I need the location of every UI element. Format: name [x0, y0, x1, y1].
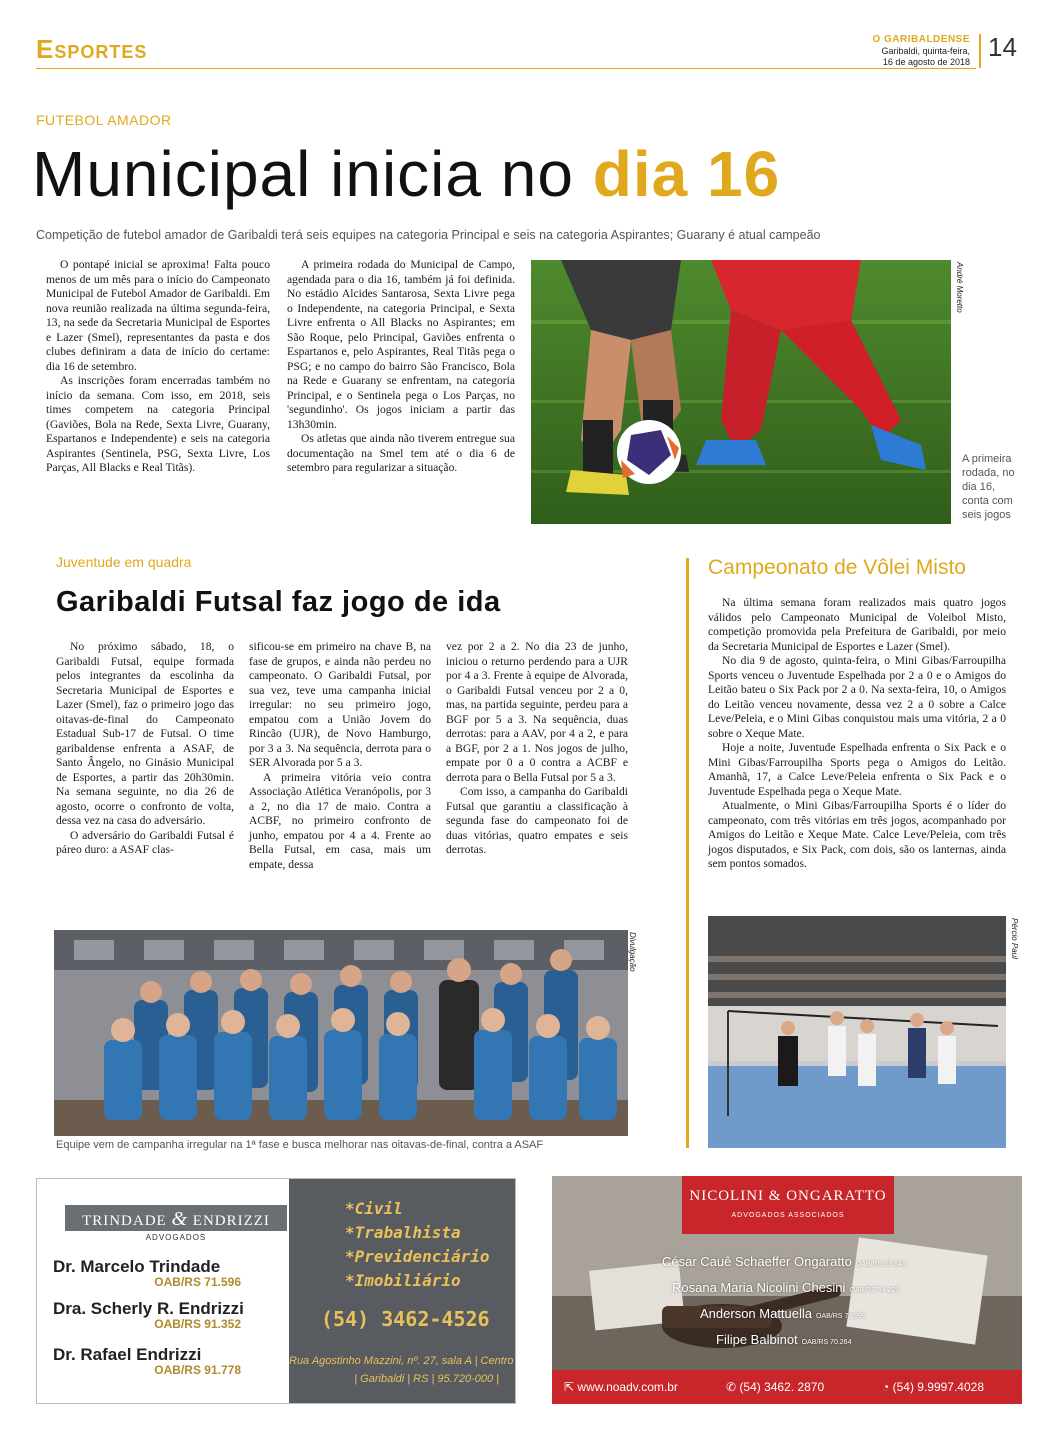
lawyer-entry: César Cauê Schaeffer Ongaratto OAB/RS 53.943 [662, 1254, 906, 1269]
phone-icon: ✆ [726, 1380, 737, 1394]
header-rule [36, 68, 976, 69]
ad-contact-bar [552, 1370, 1022, 1404]
paragraph: Atualmente, o Mini Gibas/Farroupilha Sports é o líder do campeonato, com três vitórias em três jogos, acompanhado por Amigos do Leitão e Xeque Mate. Calce Leve/Peleia, com três jogos disputados, e Six Pack, com dois, são os lanternas, ainda sem pontos somados. [708, 799, 1006, 870]
page-number: 14 [988, 32, 1017, 62]
futsal-column-2 [249, 640, 431, 872]
paragraph: O adversário do Garibaldi Futsal é páreo duro: a ASAF clas- [56, 828, 234, 856]
main-headline-highlight: dia 16 [592, 138, 781, 210]
ad-trindade-endrizzi[interactable] [36, 1178, 516, 1404]
main-subhead: Competição de futebol amador de Garibaldi terá seis equipes na categoria Principal e seis na categoria Aspirantes; Guarany é atual campeão [36, 228, 821, 242]
paragraph: As inscrições foram encerradas também no início da semana. Com isso, em 2018, seis times competem na categoria Principal (Gaviões, Bola na Rede, Sexta Livre, Guarany, Espartanos e Independente) e seis na categoria Aspirantes (Sentinela, PSG, Sexta Livre, Los Parças, All Blacks e Real Titãs). [46, 374, 270, 474]
lawyer-oab: OAB/RS 71.596 [154, 1275, 241, 1289]
paragraph: No dia 9 de agosto, quinta-feira, o Mini Gibas/Farroupilha Sports venceu o Juventude Espelhada por 2 a 0 e o Amigos do Leitão bateu o Six Pack por 2 a 0. Na sexta-feira, 10, o Amigos do Leitão venceu novamente, dessa vez 2 a 0 sobre a Calce Leve/Peleia, e o Mini Gibas conquistou mais uma vitória, 2 a 0 sobre o Xeque Mate. [708, 654, 1006, 740]
main-headline [32, 134, 780, 214]
ad-logo-subtitle: ADVOGADOS ASSOCIADOS [731, 1212, 845, 1219]
ad-phone[interactable]: (54) 3462-4526 [321, 1307, 490, 1331]
sidebar-divider [686, 558, 689, 1148]
lawyer-name: Dr. Marcelo Trindade [53, 1257, 221, 1276]
whatsapp-icon: ◔ [882, 1380, 890, 1394]
volei-title: Campeonato de Vôlei Misto [708, 556, 966, 579]
lawyer-name: Dra. Scherly R. Endrizzi [53, 1299, 244, 1318]
page-number-divider [979, 34, 981, 68]
cursor-icon: ⇱ [564, 1380, 575, 1394]
practice-area: *Trabalhista [345, 1223, 461, 1242]
futsal-headline: Garibaldi Futsal faz jogo de ida [56, 586, 501, 618]
lawyer-name: Dr. Rafael Endrizzi [53, 1345, 202, 1364]
paragraph: Hoje a noite, Juventude Espelhada enfrenta o Six Pack e o Mini Gibas/Farroupilha Sports pega o Amigos do Leitão. Amanhã, 17, a Calce Leve/Peleia enfrenta o Six Pack e o Juventude Espelhada pega o Xeque Mate. [708, 741, 1006, 798]
paragraph: sificou-se em primeiro na chave B, na fase de grupos, e ainda não perdeu no campeonato. O Garibaldi Futsal, por sua vez, teve uma campanha inicial irregular: no seu primeiro jogo, empatou com a União Jovem do Rincão (UJR), de Novo Hamburgo, por 3 a 3. Na sequência, derrota para o SER Alvorada por 5 a 3. [249, 640, 431, 769]
photo-caption: A primeira rodada, no dia 16, conta com seis jogos [962, 453, 1015, 521]
paragraph: Com isso, a campanha do Garibaldi Futsal que garantiu a classificação à segunda fase do campeonato foi de duas vitórias, quatro empates e seis derrotas. [446, 785, 628, 856]
futsal-kicker: Juventude em quadra [56, 554, 192, 570]
ad-nicolini-ongaratto[interactable] [552, 1176, 1022, 1404]
lawyer-oab: OAB/RS 91.778 [154, 1363, 241, 1377]
practice-area: *Previdenciário [345, 1247, 490, 1266]
lawyer-entry: Filipe Balbinot OAB/RS 70.264 [716, 1332, 852, 1347]
ad-address-line2: | Garibaldi | RS | 95.720-000 | [354, 1373, 499, 1385]
newspaper-date-line2: 16 de agosto de 2018 [882, 57, 970, 67]
ad-logo-subtitle: ADVOGADOS [145, 1233, 207, 1242]
section-title: Esportes [36, 34, 148, 64]
ad-address-line1: Rua Agostinho Mazzini, nº. 27, sala A | Centro [289, 1355, 514, 1367]
photo-caption: Equipe vem de campanha irregular na 1ª fase e busca melhorar nas oitavas-de-final, contra a ASAF [56, 1139, 544, 1151]
practice-area: *Civil [345, 1199, 403, 1218]
paragraph: Os atletas que ainda não tiverem entregue sua documentação na Smel tem até o dia 6 de setembro para regularizar a situação. [287, 432, 515, 474]
futsal-team-photo [54, 930, 628, 1136]
lawyer-entry: Rosana Maria Nicolini Chesini OAB/RS 54.228 [672, 1280, 900, 1295]
paragraph: No próximo sábado, 18, o Garibaldi Futsal, equipe formada pelos integrantes da escolinha da Secretaria Municipal de Esportes e Lazer (Smel), faz o primeiro jogo das oitavas-de-final do Campeonato Estadual Sub-17 de Futsal. O time garibaldense enfrenta a ASAF, de Santo Ângelo, no Ginásio Municipal de Esportes, a partir das 20h30min. Na semana seguinte, no dia 26 de agosto, ocorre o confronto de volta, dessa vez na casa do adversário. [56, 640, 234, 827]
paragraph: O pontapé inicial se aproxima! Falta pouco menos de um mês para o início do Campeonato Municipal de Futebol Amador de Garibaldi. Em nova reunião realizada na última segunda-feira, 13, na sede da Secretaria Municipal de Esportes e Lazer (Smel), representantes da pasta e dos clubes definiram a data de início do certame: dia 16 de setembro. [46, 258, 270, 373]
lawyer-entry: Anderson Mattuella OAB/RS 75.999 [700, 1306, 866, 1321]
futsal-column-1 [56, 640, 234, 858]
ad-logo-text: TRINDADE & ENDRIZZI [82, 1208, 270, 1230]
photo-credit: Divulgação [628, 932, 637, 972]
photo-credit: Pércio Paul [1010, 918, 1019, 959]
paragraph: A primeira vitória veio contra Associação Atlética Veranópolis, por 3 a 2, no dia 17 de maio. Contra a ACBF, no primeiro confronto de junho, empatou por 4 a 4. Frente ao Bella Futsal, em casa, mais um empate, dessa [249, 770, 431, 871]
phone-link[interactable]: ✆ (54) 3462. 2870 [726, 1380, 825, 1394]
futsal-column-3 [446, 640, 628, 858]
paragraph: A primeira rodada do Municipal de Campo, agendada para o dia 16, também já foi definida. No estádio Alcides Santarosa, Sexta Livre pega o Independente, na categoria Principal, e Sexta Livre enfrenta o All Blacks no Aspirantes; em São Roque, pelo Principal, Gaviões enfrenta o Espartanos e, pelo Aspirantes, Real Titãs pega o PSG; e no campo do bairro São Francisco, Bola na Rede e Guarany se enfrentam, na categoria Principal, e o Sentinela pega o Los Parças, no 'segundinho'. Os jogos iniciam a partir das 13h30min. [287, 258, 515, 431]
newspaper-name: O GARIBALDENSE [872, 34, 970, 45]
paragraph: vez por 2 a 2. No dia 23 de junho, iniciou o returno perdendo para a UJR por 4 a 3. Frente à equipe de Alvorada, o Garibaldi Futsal venceu por 2 a 0, mas, na partida seguinte, perdeu para a BGF por 5 a 3. Na sequência, duas derrotas: para a AAV, por 4 a 2, e para a BGF, por 2 a 1. Nos jogos de julho, empate por 0 a 0 contra a ACBF e derrota para o Bella Futsal por 5 a 3. [446, 640, 628, 784]
website-link[interactable]: ⇱ www.noadv.com.br [564, 1380, 678, 1394]
ad-logo [682, 1176, 894, 1234]
volleyball-illustration [708, 916, 1006, 1148]
ad-logo [65, 1205, 287, 1231]
main-article-column-2 [287, 258, 515, 476]
whatsapp-link[interactable]: ◔ (54) 9.9997.4028 [882, 1380, 984, 1394]
volleyball-photo [708, 916, 1006, 1148]
main-headline-part1: Municipal inicia no [32, 138, 593, 210]
main-kicker: FUTEBOL AMADOR [36, 112, 172, 128]
photo-credit: André Moretto [955, 262, 964, 313]
soccer-photo [531, 260, 951, 524]
volei-text [708, 596, 1006, 872]
soccer-photo-illustration [531, 260, 951, 524]
ad-logo-text: NICOLINI & ONGARATTO [689, 1188, 887, 1204]
futsal-team-illustration [54, 930, 628, 1136]
newspaper-date-line1: Garibaldi, quinta-feira, [881, 46, 970, 56]
lawyer-oab: OAB/RS 91.352 [154, 1317, 241, 1331]
practice-area: *Imobiliário [345, 1271, 461, 1290]
paragraph: Na última semana foram realizados mais quatro jogos válidos pelo Campeonato Municipal de Voleibol Misto, competição promovida pela Prefeitura de Garibaldi, por meio da Secretaria Municipal de Esportes e Lazer (Smel). [708, 596, 1006, 653]
main-article-column-1 [46, 258, 270, 476]
